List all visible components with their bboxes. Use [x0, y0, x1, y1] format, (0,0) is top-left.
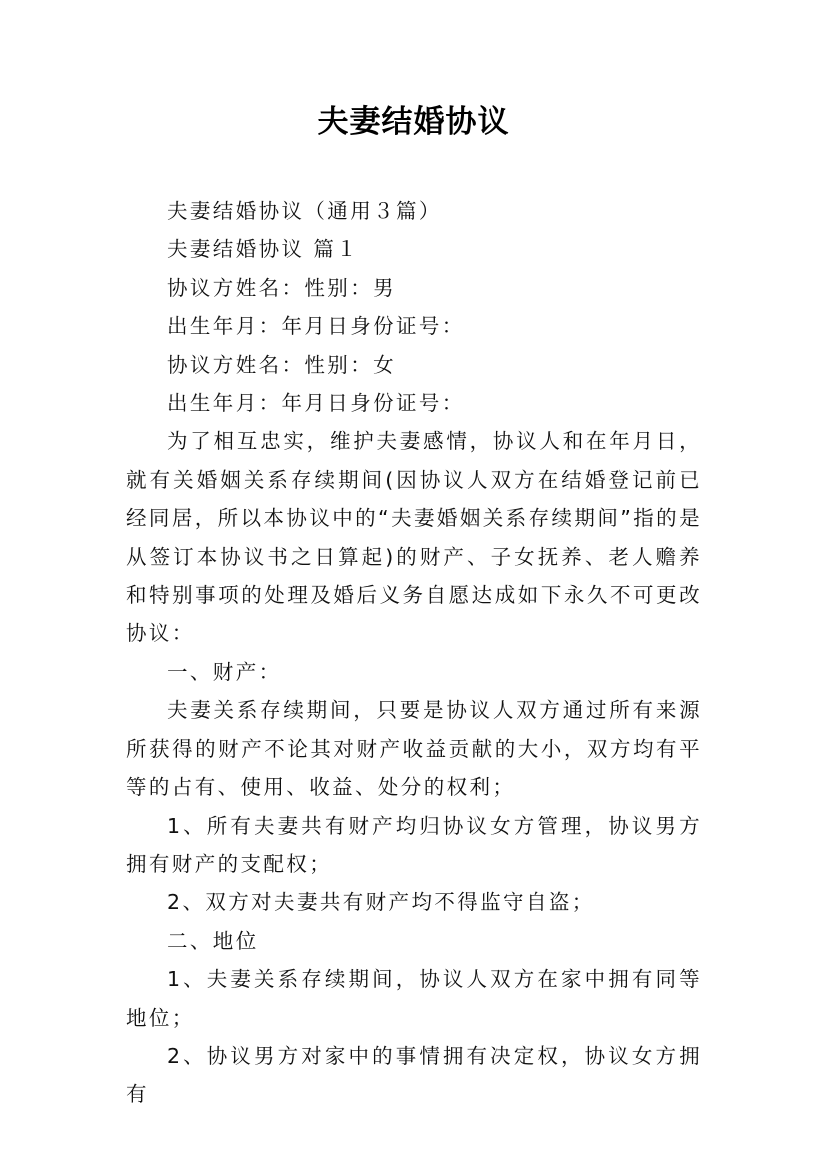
- document-body: [126, 192, 702, 1114]
- property-paragraph: 夫妻关系存续期间，只要是协议人双方通过所有来源所获得的财产不论其对财产收益贡献的大小，双方均有平等的占有、使用、收益、处分的权利；: [126, 698, 702, 800]
- preamble-paragraph: 为了相互忠实，维护夫妻感情，协议人和在年月日，就有关婚姻关系存续期间(因协议人双方在结婚登记前已经同居，所以本协议中的“夫妻婚姻关系存续期间”指的是从签订本协议书之日算起)的财产、子女抚养、老人赡养和特别事项的处理及婚后义务自愿达成如下永久不可更改协议：: [126, 429, 702, 646]
- party-birth-line: 出生年月：年月日身份证号：: [167, 314, 465, 339]
- clause-item: 1、所有夫妻共有财产均归协议女方管理，协议男方拥有财产的支配权；: [126, 813, 702, 876]
- party-name-line: 协议方姓名：性别：女: [167, 352, 396, 377]
- section-heading-status: 二、地位: [167, 928, 259, 953]
- clause-item: 2、双方对夫妻共有财产均不得监守自盗；: [167, 890, 595, 915]
- section-heading: 夫妻结婚协议 篇１: [167, 237, 360, 262]
- section-heading-property: 一、财产：: [167, 659, 282, 684]
- party-birth-line: 出生年月：年月日身份证号：: [167, 391, 465, 416]
- document-title: 夫妻结婚协议: [317, 104, 510, 140]
- clause-item: 2、协议男方对家中的事情拥有决定权，协议女方拥有: [126, 1043, 702, 1107]
- doc-subtitle: 夫妻结婚协议（通用３篇）: [167, 199, 442, 223]
- party-name-line: 协议方姓名：性别：男: [167, 275, 396, 300]
- clause-item: 1、夫妻关系存续期间，协议人双方在家中拥有同等地位；: [126, 967, 702, 1030]
